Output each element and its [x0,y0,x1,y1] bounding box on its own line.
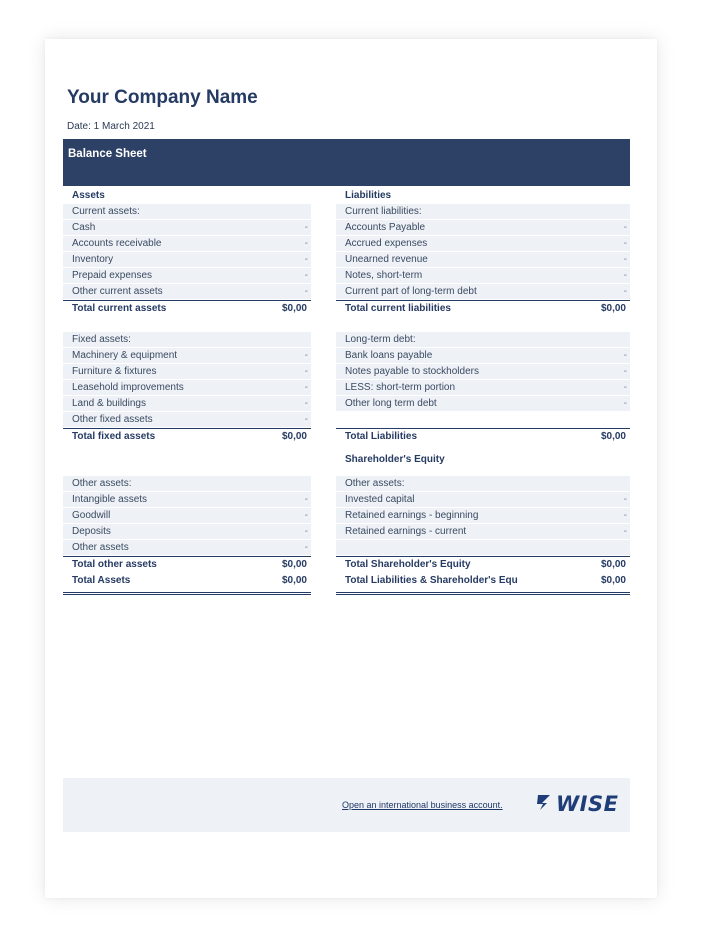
row-value: - [292,364,311,379]
grand-total-value: $0,00 [281,575,307,586]
row-label: Accounts Payable [336,220,602,235]
row-label: Current liabilities: [336,204,602,219]
total-label: Total Shareholder's Equity [345,559,471,570]
grand-total-label: Total Liabilities & Shareholder's Equ [345,575,518,586]
row-label: Prepaid expenses [63,268,292,283]
table-row [336,540,630,556]
row-value: - [292,396,311,411]
total-current-assets-row [63,300,311,316]
table-row [336,220,630,236]
liabilities-column [336,188,630,595]
long-term-debt-label-row [336,332,630,348]
row-value: - [292,380,311,395]
wise-wordmark: WISE [556,792,619,816]
table-row [63,252,311,268]
total-value: $0,00 [281,303,307,314]
row-label: Fixed assets: [63,332,292,347]
row-label: Inventory [63,252,292,267]
table-row [336,524,630,540]
row-value: - [602,524,630,539]
row-label: Deposits [63,524,292,539]
row-value: - [602,380,630,395]
total-label: Total Liabilities [345,431,418,442]
row-label: Current part of long-term debt [336,284,602,299]
row-value: - [602,220,630,235]
row-label: LESS: short-term portion [336,380,602,395]
assets-column [63,188,311,595]
table-row [63,380,311,396]
row-value [602,332,630,347]
row-value: - [292,412,311,427]
row-label: Other assets [63,540,292,555]
current-liabilities-label-row [336,204,630,220]
row-value [602,540,630,555]
row-label: Retained earnings - beginning [336,508,602,523]
row-label: Other long term debt [336,396,602,411]
table-row [336,236,630,252]
row-value: - [602,396,630,411]
row-value: - [602,268,630,283]
row-label: Furniture & fixtures [63,364,292,379]
row-label: Goodwill [63,508,292,523]
row-label: Leasehold improvements [63,380,292,395]
row-value: - [292,268,311,283]
total-assets-row [63,572,311,595]
total-liabilities-row [336,428,630,444]
row-label: Long-term debt: [336,332,602,347]
row-label: Accrued expenses [336,236,602,251]
table-row [63,364,311,380]
grand-total-value: $0,00 [600,575,626,586]
assets-heading: Assets [72,190,105,201]
row-value: - [602,364,630,379]
row-label: Invested capital [336,492,602,507]
row-value: - [292,524,311,539]
footer-banner [63,778,630,832]
table-row [63,268,311,284]
table-row [336,364,630,380]
current-assets-label-row [63,204,311,220]
table-row [63,524,311,540]
wise-flag-icon [535,793,553,816]
total-value: $0,00 [600,303,626,314]
total-label: Total current liabilities [345,303,451,314]
row-value: - [292,492,311,507]
row-value: - [602,284,630,299]
row-label: Notes, short-term [336,268,602,283]
row-label: Notes payable to stockholders [336,364,602,379]
other-assets-label-row [63,476,311,492]
total-liabilities-equity-row [336,572,630,595]
row-value: - [602,508,630,523]
liabilities-heading: Liabilities [345,190,392,201]
row-label [336,540,602,555]
wise-logo[interactable] [535,792,618,816]
row-value: - [292,236,311,251]
table-row [336,380,630,396]
total-value: $0,00 [281,431,307,442]
grand-total-label: Total Assets [72,575,131,586]
table-row [336,284,630,300]
table-row [336,252,630,268]
row-value: - [602,492,630,507]
row-value: - [292,252,311,267]
row-value [292,204,311,219]
table-row [63,508,311,524]
row-label: Retained earnings - current [336,524,602,539]
table-row [63,236,311,252]
row-value: - [292,508,311,523]
row-value: - [602,348,630,363]
total-value: $0,00 [600,431,626,442]
row-label: Other current assets [63,284,292,299]
total-current-liabilities-row [336,300,630,316]
total-other-assets-row [63,556,311,572]
row-value: - [292,348,311,363]
table-row [63,348,311,364]
row-value [602,204,630,219]
title-banner [63,139,630,186]
table-row [336,348,630,364]
total-value: $0,00 [600,559,626,570]
total-fixed-assets-row [63,428,311,444]
row-label: Machinery & equipment [63,348,292,363]
row-label: Unearned revenue [336,252,602,267]
table-row [63,412,311,428]
table-row [63,540,311,556]
table-row [336,268,630,284]
row-value: - [292,284,311,299]
table-row [336,508,630,524]
row-value: - [292,540,311,555]
equity-label-row [336,476,630,492]
document-page [45,39,657,898]
date-line: Date: 1 March 2021 [67,121,155,132]
row-label: Other assets: [63,476,292,491]
fixed-assets-label-row [63,332,311,348]
total-label: Total current assets [72,303,167,314]
business-account-link[interactable]: Open an international business account. [342,800,503,810]
row-label: Intangible assets [63,492,292,507]
table-row [63,396,311,412]
table-row [63,284,311,300]
row-label: Current assets: [63,204,292,219]
row-value [292,332,311,347]
table-row [336,396,630,412]
row-value: - [292,220,311,235]
row-value [292,476,311,491]
table-row [63,492,311,508]
total-equity-row [336,556,630,572]
company-name: Your Company Name [67,87,258,108]
row-value [602,476,630,491]
row-label: Accounts receivable [63,236,292,251]
row-label: Other assets: [336,476,602,491]
total-label: Total other assets [72,559,157,570]
row-label: Land & buildings [63,396,292,411]
table-row [336,492,630,508]
row-label: Bank loans payable [336,348,602,363]
total-value: $0,00 [281,559,307,570]
equity-heading: Shareholder's Equity [345,454,445,465]
row-value: - [602,252,630,267]
row-label: Cash [63,220,292,235]
table-row [63,220,311,236]
banner-title: Balance Sheet [68,148,147,160]
total-label: Total fixed assets [72,431,156,442]
row-label: Other fixed assets [63,412,292,427]
row-value: - [602,236,630,251]
